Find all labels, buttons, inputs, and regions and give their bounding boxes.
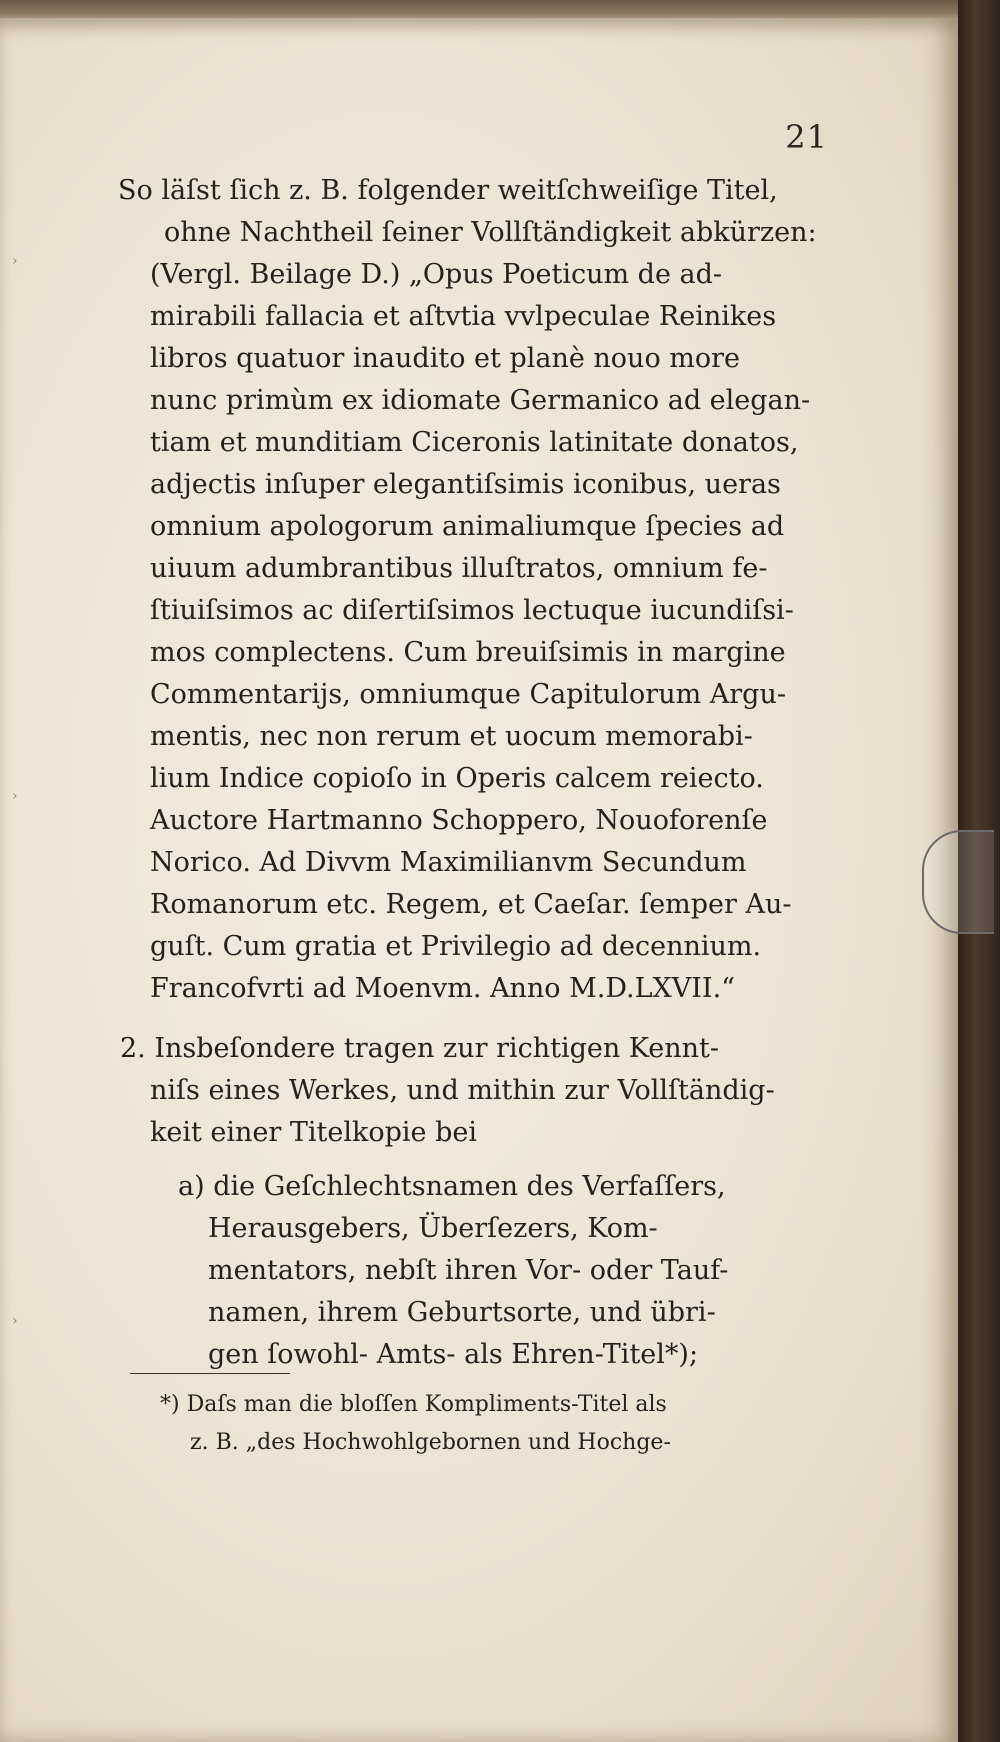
text-line: namen, ihrem Geburtsorte, und übri-	[208, 1297, 716, 1328]
text-line: niſs eines Werkes, und mithin zur Vollſtändig-	[150, 1075, 775, 1106]
footnote-line: *) Daſs man die bloſſen Kompliments-Titel als	[160, 1392, 667, 1417]
margin-mark: ›	[12, 788, 18, 804]
text-line: mentators, nebſt ihren Vor- oder Tauf-	[208, 1255, 729, 1286]
page-clip	[922, 830, 994, 934]
margin-mark: ›	[12, 1313, 18, 1329]
text-line: omnium apologorum animaliumque ſpecies ad	[150, 511, 785, 542]
text-line: uiuum adumbrantibus illuſtratos, omnium fe-	[150, 553, 768, 584]
text-line: So läſst ſich z. B. folgender weitſchweiſige Titel,	[118, 175, 778, 206]
text-line: (Vergl. Beilage D.) „Opus Poeticum de ad-	[150, 259, 723, 290]
text-line: Romanorum etc. Regem, et Caeſar. ſemper Au-	[150, 889, 792, 920]
text-line: libros quatuor inaudito et planè nouo more	[150, 343, 741, 374]
text-line: keit einer Titelkopie bei	[150, 1117, 477, 1148]
text-line: ſtiuiſsimos ac diſertiſsimos lectuque iucundiſsi-	[150, 595, 794, 626]
footnote-line: z. B. „des Hochwohlgebornen und Hochge-	[190, 1430, 671, 1455]
book-page	[0, 18, 958, 1742]
text-line: gen ſowohl- Amts- als Ehren-Titel*);	[208, 1339, 699, 1370]
page-number: 21	[785, 118, 828, 156]
text-line: guſt. Cum gratia et Privilegio ad decennium.	[150, 931, 762, 962]
text-line: nunc primùm ex idiomate Germanico ad elegan-	[150, 385, 811, 416]
text-line: lium Indice copioſo in Operis calcem reiecto.	[150, 763, 764, 794]
text-line: a) die Geſchlechtsnamen des Verfaſſers,	[178, 1171, 726, 1202]
text-line: adjectis inſuper elegantiſsimis iconibus, ueras	[150, 469, 781, 500]
text-line: mentis, nec non rerum et uocum memorabi-	[150, 721, 753, 752]
margin-mark: ›	[12, 253, 18, 269]
footnote-rule	[130, 1373, 290, 1374]
text-line: mos complectens. Cum breuiſsimis in margine	[150, 637, 786, 668]
text-line: Herausgebers, Überſezers, Kom-	[208, 1213, 658, 1244]
text-line: Auctore Hartmanno Schoppero, Nouoforenſe	[150, 805, 768, 836]
text-line: Francofvrti ad Moenvm. Anno M.D.LXVII.“	[150, 973, 735, 1004]
text-line: 2. Insbeſondere tragen zur richtigen Kennt-	[120, 1033, 720, 1064]
text-line: Commentarijs, omniumque Capitulorum Argu-	[150, 679, 786, 710]
text-line: mirabili fallacia et aſtvtia vvlpeculae Reinikes	[150, 301, 777, 332]
text-line: ohne Nachtheil ſeiner Vollſtändigkeit abkürzen:	[164, 217, 817, 248]
text-line: Norico. Ad Divvm Maximilianvm Secundum	[150, 847, 747, 878]
text-line: tiam et munditiam Ciceronis latinitate donatos,	[150, 427, 799, 458]
